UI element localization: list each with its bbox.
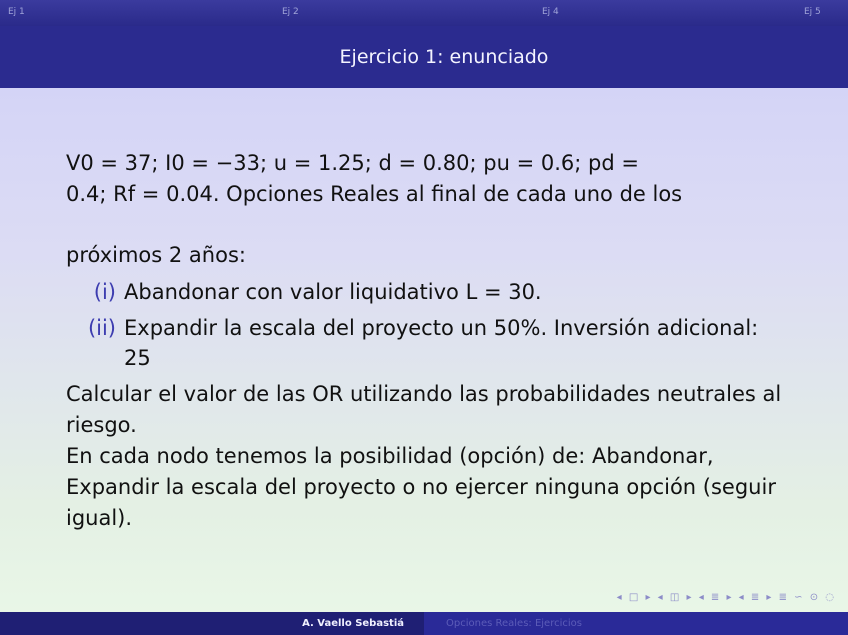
- nav-tab-ej5[interactable]: Ej 5: [804, 7, 821, 17]
- list-item: [66, 277, 786, 307]
- list-item-text: Expandir la escala del proyecto un 50%. Inversión adicional: 25: [124, 316, 759, 370]
- nav-tab-ej4[interactable]: Ej 4: [542, 7, 559, 17]
- list-item: [66, 313, 786, 373]
- footer-title: Opciones Reales: Ejercicios: [424, 612, 848, 635]
- body-line-1: V0 = 37; I0 = −33; u = 1.25; d = 0.80; pu = 0.6; pd =: [66, 151, 639, 175]
- nav-tab-ej2[interactable]: Ej 2: [282, 7, 299, 17]
- paragraph-options: En cada nodo tenemos la posibilidad (opción) de: Abandonar, Expandir la escala del proyecto o no ejercer ninguna opción (seguir igual).: [66, 444, 776, 530]
- list-item-text: Abandonar con valor liquidativo L = 30.: [124, 280, 542, 304]
- list-item-number: (i): [93, 280, 116, 304]
- paragraph-instructions: Calcular el valor de las OR utilizando las probabilidades neutrales al riesgo.: [66, 382, 782, 437]
- beamer-navigation-icons[interactable]: ◂ □ ▸ ◂ ◫ ▸ ◂ ≣ ▸ ◂ ≣ ▸ ≣ ∽ ⊙ ◌: [616, 592, 836, 603]
- slide-title-bar: [0, 26, 848, 88]
- body-line-3: próximos 2 años:: [66, 243, 246, 267]
- footer-author: A. Vaello Sebastiá: [0, 612, 424, 635]
- list-item-number: (ii): [87, 316, 116, 340]
- body-line-2: 0.4; Rf = 0.04. Opciones Reales al final de cada uno de los: [66, 182, 683, 206]
- section-navigation: [0, 0, 848, 26]
- slide-title: Ejercicio 1: enunciado: [339, 46, 549, 68]
- footer: [0, 612, 848, 635]
- nav-tab-ej1[interactable]: Ej 1: [8, 7, 25, 17]
- slide-content: [66, 148, 786, 534]
